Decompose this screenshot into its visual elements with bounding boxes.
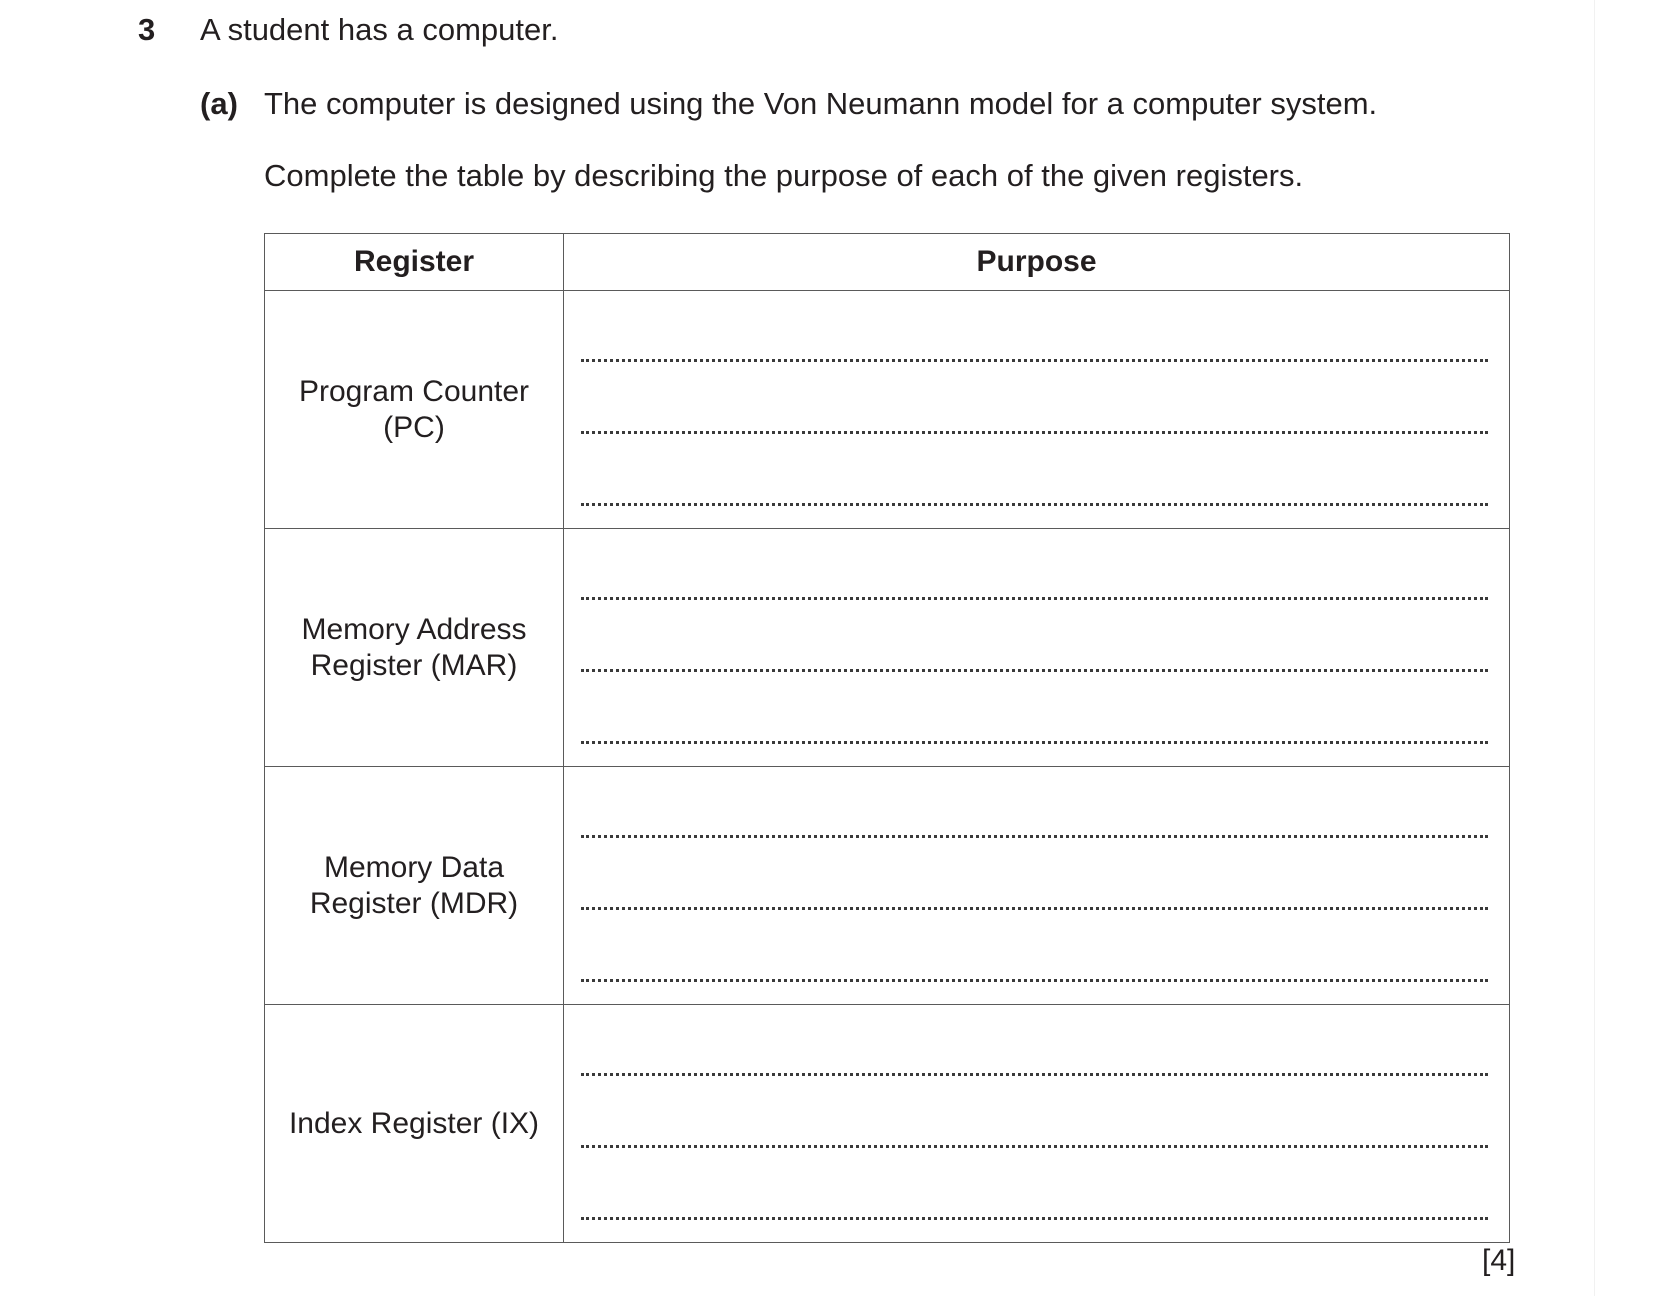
page-edge-divider	[1594, 0, 1595, 1296]
table-row	[265, 529, 1510, 767]
register-name-line: Memory Address	[301, 612, 527, 646]
register-table	[264, 233, 1510, 1243]
question-stem: A student has a computer.	[200, 12, 559, 47]
answer-line[interactable]	[581, 431, 1488, 434]
part-label: (a)	[200, 86, 238, 121]
register-name-line: Register (MDR)	[309, 886, 519, 920]
answer-line[interactable]	[581, 1073, 1488, 1076]
purpose-answer-pc[interactable]	[564, 291, 1510, 529]
answer-line[interactable]	[581, 979, 1488, 982]
register-name-ix	[265, 1005, 564, 1243]
table-header-row	[265, 234, 1510, 291]
register-name-line: Memory Data	[323, 850, 505, 884]
purpose-column-header: Purpose	[564, 234, 1510, 291]
answer-line[interactable]	[581, 597, 1488, 600]
part-text: The computer is designed using the Von Neumann model for a computer system.	[264, 86, 1378, 121]
purpose-answer-mar[interactable]	[564, 529, 1510, 767]
register-name-line: (PC)	[383, 410, 445, 444]
register-name-line: Register (MAR)	[310, 648, 518, 682]
answer-line[interactable]	[581, 741, 1488, 744]
register-name-mdr	[265, 767, 564, 1005]
answer-line[interactable]	[581, 1145, 1488, 1148]
table-row	[265, 1005, 1510, 1243]
table-row	[265, 767, 1510, 1005]
answer-line[interactable]	[581, 359, 1488, 362]
question-number: 3	[138, 12, 156, 47]
register-column-header: Register	[265, 234, 564, 291]
purpose-answer-ix[interactable]	[564, 1005, 1510, 1243]
table-row	[265, 291, 1510, 529]
table-instruction: Complete the table by describing the purpose of each of the given registers.	[264, 158, 1304, 193]
answer-line[interactable]	[581, 907, 1488, 910]
register-name-line: Index Register (IX)	[288, 1106, 540, 1140]
marks-allocation: [4]	[1482, 1244, 1516, 1277]
purpose-answer-mdr[interactable]	[564, 767, 1510, 1005]
register-name-pc	[265, 291, 564, 529]
answer-line[interactable]	[581, 503, 1488, 506]
answer-line[interactable]	[581, 835, 1488, 838]
register-name-line: Program Counter	[298, 374, 530, 408]
register-name-mar	[265, 529, 564, 767]
answer-line[interactable]	[581, 669, 1488, 672]
answer-line[interactable]	[581, 1217, 1488, 1220]
